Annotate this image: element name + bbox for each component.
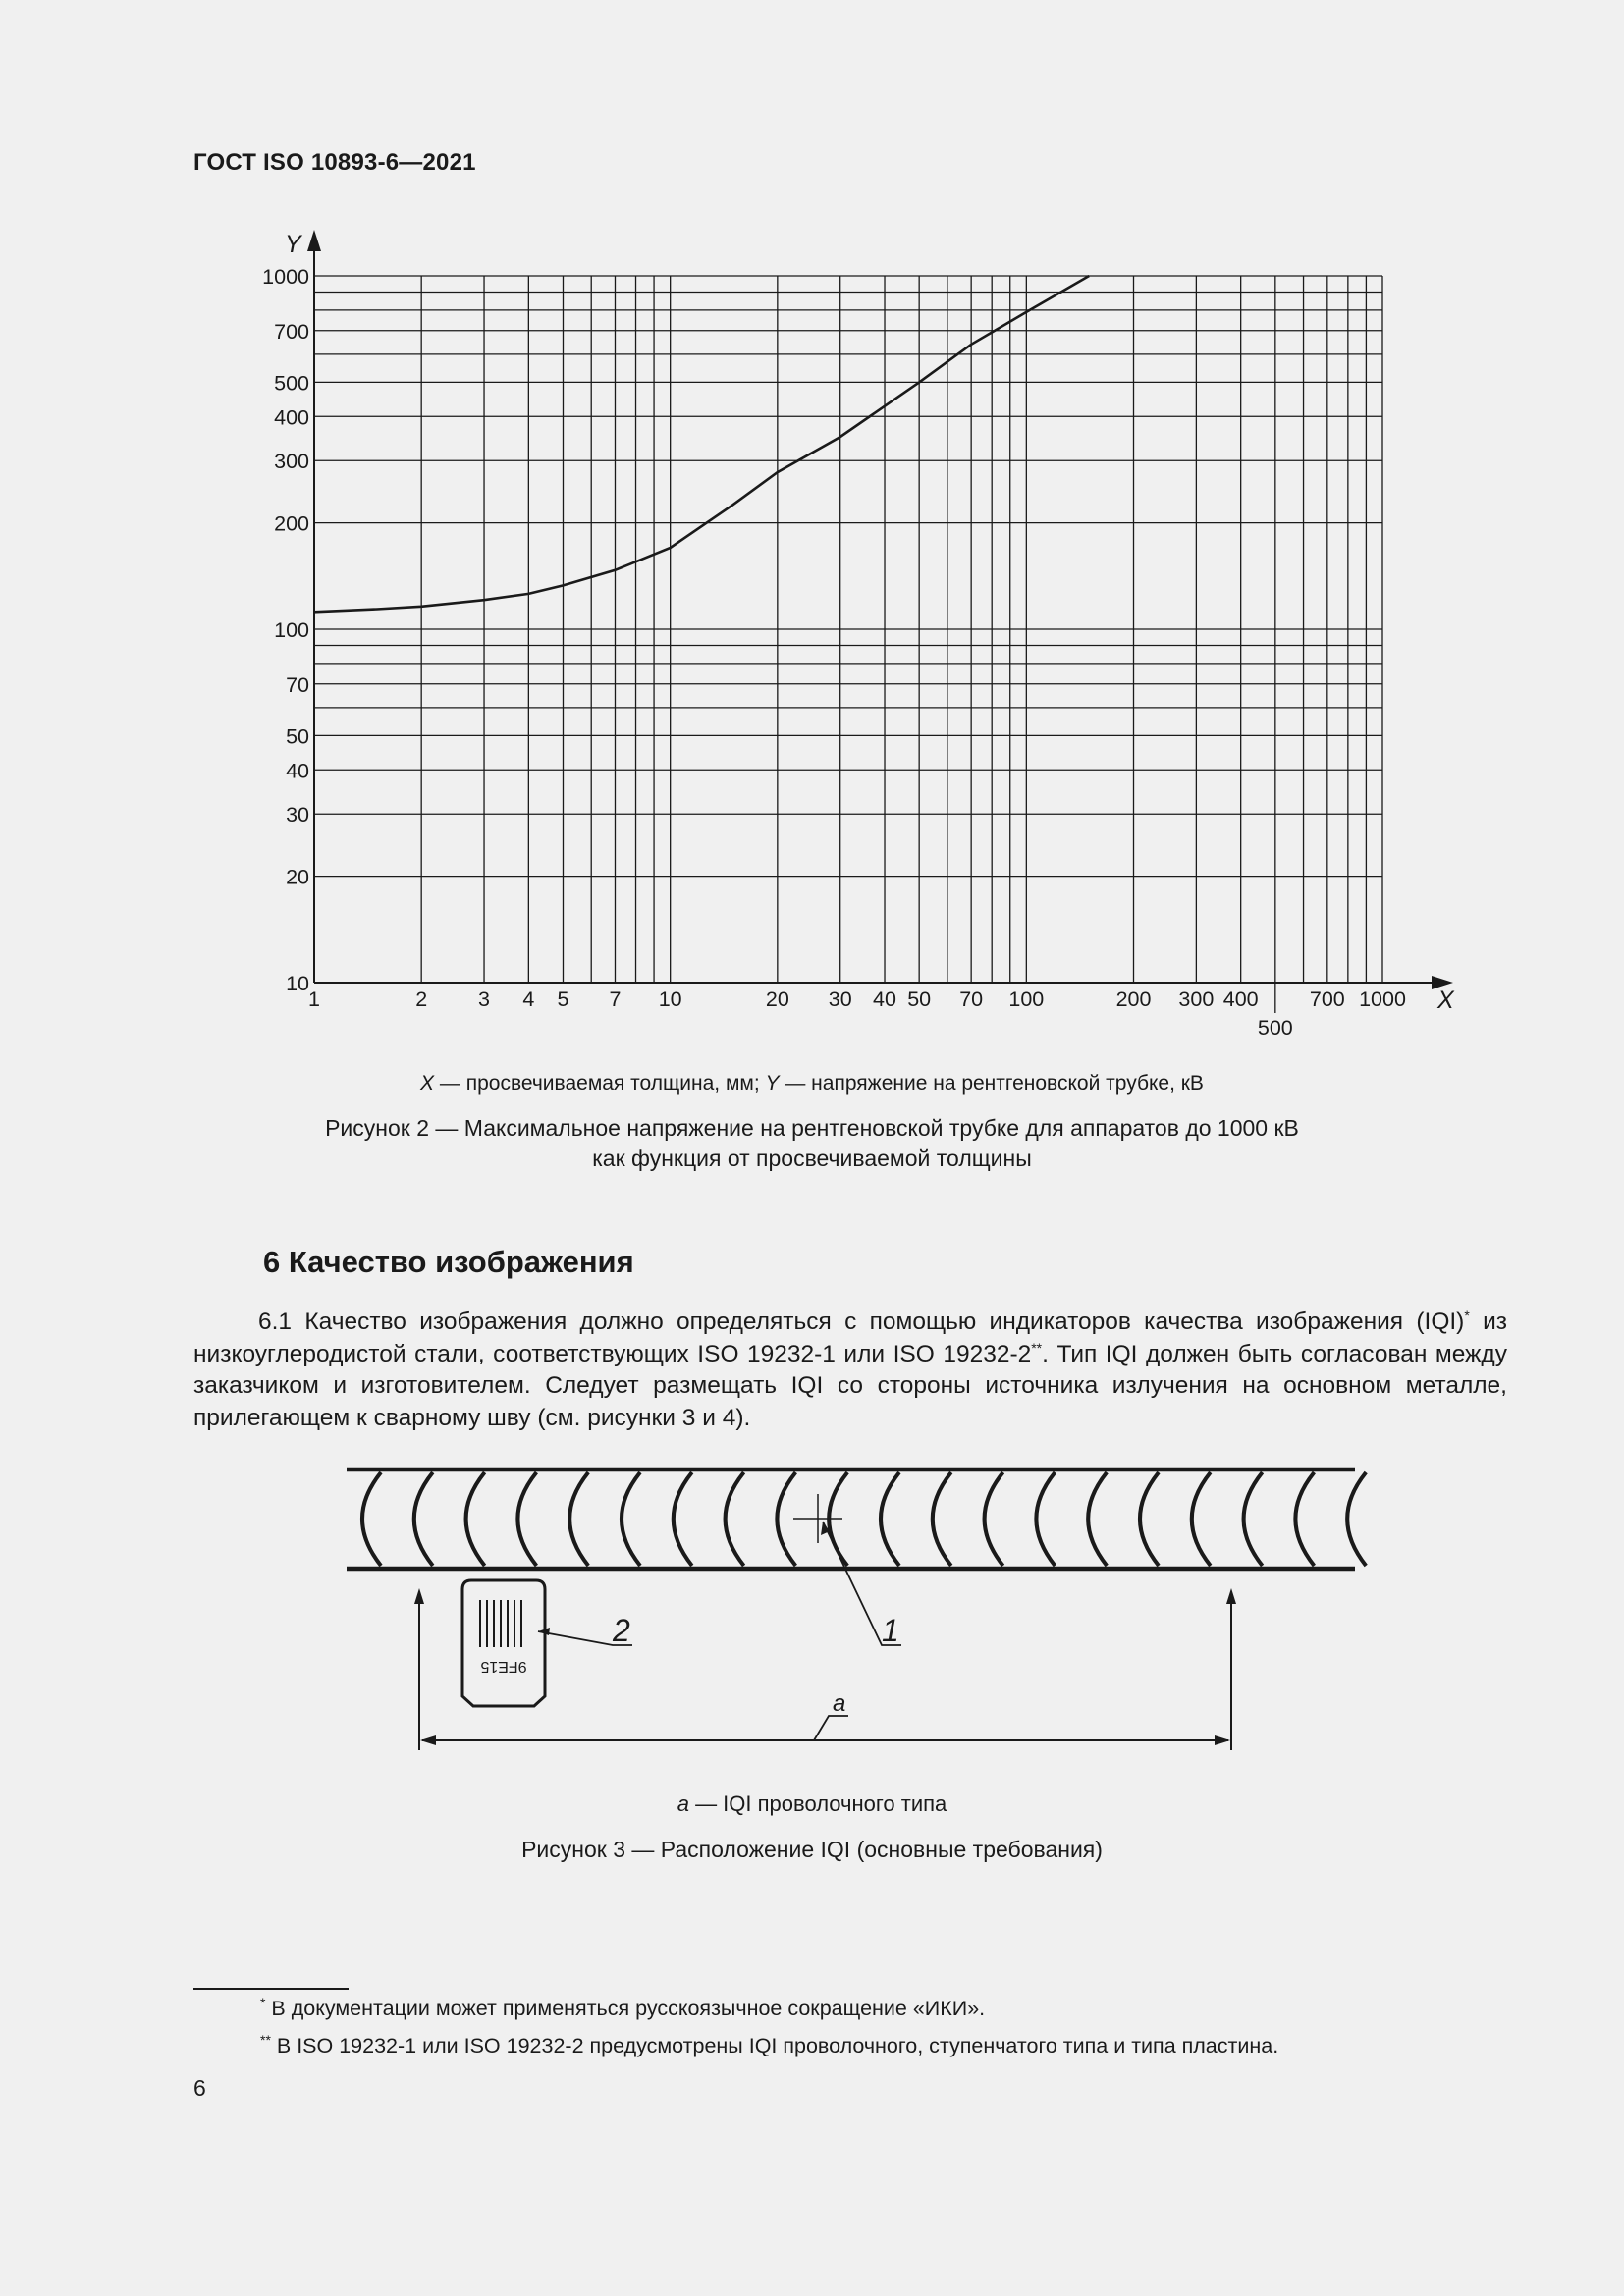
x-tick-label: 400 bbox=[1222, 988, 1259, 1011]
weld-ripple bbox=[933, 1472, 951, 1566]
x-tick-label: 10 bbox=[658, 988, 682, 1011]
y-tick-label: 1000 bbox=[262, 265, 309, 289]
dimension-arrow-left bbox=[420, 1735, 436, 1745]
chart-grid bbox=[314, 276, 1382, 983]
legend-x-symbol: X bbox=[420, 1072, 435, 1095]
weld-ripple bbox=[1347, 1472, 1366, 1566]
right-edge-arrowhead bbox=[1226, 1588, 1236, 1604]
figure2-caption-line1: Рисунок 2 — Максимальное напряжение на рентгеновской трубке для аппаратов до 1000 кВ bbox=[325, 1115, 1299, 1141]
paragraph-part1: 6.1 Качество изображения должно определяться с помощью индикаторов качества изображения (IQI) bbox=[258, 1308, 1465, 1335]
x-tick-label: 500 bbox=[1257, 1016, 1293, 1040]
footnote-separator bbox=[193, 1988, 349, 1990]
weld-ripple bbox=[1295, 1472, 1314, 1566]
y-tick-label: 40 bbox=[286, 759, 309, 783]
y-tick-label: 400 bbox=[274, 405, 309, 430]
x-tick-labels bbox=[308, 983, 1406, 1040]
footnote-ref-2: ** bbox=[1031, 1339, 1043, 1356]
weld-ripple bbox=[674, 1472, 692, 1566]
y-tick-labels bbox=[262, 265, 309, 995]
x-tick-label: 200 bbox=[1115, 988, 1152, 1011]
x-tick-label: 3 bbox=[478, 988, 491, 1011]
series-line bbox=[314, 276, 1089, 612]
weld-ripple bbox=[881, 1472, 899, 1566]
x-axis-label: X bbox=[1437, 987, 1454, 1014]
paragraph-part3: . Тип IQI должен быть согласован между заказчиком и изготовителем. Следует размещать IQI со стороны источника излучения на основном металле, прилегающем к сварному шву (см. рисунки 3 и 4). bbox=[193, 1340, 1507, 1431]
legend-y-symbol: Y bbox=[765, 1072, 780, 1095]
dimension-arrow-right bbox=[1215, 1735, 1230, 1745]
figure2-legend bbox=[0, 1072, 1624, 1095]
figure3-caption: Рисунок 3 — Расположение IQI (основные требования) bbox=[521, 1837, 1103, 1862]
iqi-outline bbox=[462, 1580, 545, 1706]
iqi-marking: 9FE15 bbox=[480, 1658, 527, 1675]
y-tick-label: 70 bbox=[286, 672, 309, 697]
y-tick-label: 700 bbox=[274, 319, 309, 344]
x-tick-label: 2 bbox=[415, 988, 428, 1011]
paragraph-part2: из низкоуглеродистой стали, соответствующих ISO 19232-1 или ISO 19232-2 bbox=[193, 1308, 1507, 1367]
voltage-thickness-chart bbox=[0, 0, 1624, 1060]
x-tick-label: 1000 bbox=[1359, 988, 1406, 1011]
callout-label-a: a bbox=[833, 1690, 846, 1717]
y-tick-label: 20 bbox=[286, 865, 309, 889]
section-title: 6 Качество изображения bbox=[263, 1245, 634, 1279]
document-header: ГОСТ ISO 10893-6—2021 bbox=[193, 149, 476, 176]
x-tick-label: 40 bbox=[873, 988, 896, 1011]
x-tick-label: 50 bbox=[907, 988, 932, 1011]
left-edge-arrowhead bbox=[414, 1588, 424, 1604]
weld-ripple bbox=[466, 1472, 485, 1566]
weld-ripple bbox=[414, 1472, 433, 1566]
figure3-legend bbox=[0, 1791, 1624, 1817]
footnote-2-mark: ** bbox=[260, 2031, 271, 2048]
y-tick-label: 30 bbox=[286, 803, 309, 828]
footnote-2 bbox=[193, 2031, 1576, 2058]
page-number: 6 bbox=[193, 2075, 206, 2101]
footnote-2-text: В ISO 19232-1 или ISO 19232-2 предусмотрены IQI проволочного, ступенчатого типа и типа пластина. bbox=[270, 2034, 1279, 2057]
footnote-1-text: В документации может применяться русскоязычное сокращение «ИКИ». bbox=[265, 1997, 986, 2020]
leader-line-a bbox=[814, 1716, 848, 1740]
weld-ripple bbox=[569, 1472, 588, 1566]
x-tick-label: 5 bbox=[557, 988, 569, 1011]
weld-ripple bbox=[777, 1472, 795, 1566]
weld-ripple bbox=[726, 1472, 744, 1566]
legend-y-text: — напряжение на рентгеновской трубке, кВ bbox=[779, 1072, 1204, 1095]
y-axis-label: Y bbox=[285, 231, 301, 258]
figure2-caption bbox=[0, 1113, 1624, 1174]
y-axis-arrowhead bbox=[307, 230, 321, 251]
x-tick-label: 7 bbox=[609, 988, 622, 1011]
x-tick-label: 1 bbox=[308, 988, 320, 1011]
weld-ripple bbox=[1244, 1472, 1263, 1566]
x-tick-label: 100 bbox=[1008, 988, 1045, 1011]
weld-ripple bbox=[517, 1472, 536, 1566]
weld-ripple bbox=[1192, 1472, 1211, 1566]
legend-x-text: — просвечиваемая толщина, мм; bbox=[434, 1072, 766, 1095]
y-tick-label: 500 bbox=[274, 371, 309, 396]
x-tick-label: 4 bbox=[522, 988, 535, 1011]
legend-a-text: — IQI проволочного типа bbox=[688, 1791, 947, 1816]
chart-axes bbox=[285, 230, 1455, 1014]
figure2-caption-line2: как функция от просвечиваемой толщины bbox=[592, 1146, 1032, 1171]
footnote-ref-1: * bbox=[1464, 1307, 1470, 1323]
iqi-wires bbox=[480, 1600, 521, 1647]
weld-ripple bbox=[362, 1472, 381, 1566]
weld-ripple bbox=[1036, 1472, 1055, 1566]
callout-label-1: 1 bbox=[882, 1613, 899, 1648]
y-tick-label: 100 bbox=[274, 618, 309, 642]
x-tick-label: 30 bbox=[828, 988, 852, 1011]
y-tick-label: 10 bbox=[286, 972, 309, 995]
x-tick-label: 20 bbox=[765, 988, 789, 1011]
weld-ripple bbox=[622, 1472, 640, 1566]
weld-ripple bbox=[985, 1472, 1003, 1566]
weld-ripple bbox=[1140, 1472, 1159, 1566]
x-tick-label: 70 bbox=[959, 988, 984, 1011]
weld-ripple bbox=[1088, 1472, 1107, 1566]
legend-a-symbol: a bbox=[677, 1791, 689, 1816]
section-paragraph bbox=[193, 1307, 1507, 1434]
y-tick-label: 200 bbox=[274, 511, 309, 536]
footnote-1-mark: * bbox=[260, 1994, 266, 2010]
y-tick-label: 300 bbox=[274, 450, 309, 474]
x-tick-label: 700 bbox=[1309, 988, 1345, 1011]
weld-ripples bbox=[362, 1472, 1366, 1566]
y-tick-label: 50 bbox=[286, 724, 309, 749]
callout-label-2: 2 bbox=[613, 1613, 630, 1648]
iqi-placement-diagram bbox=[0, 1453, 1624, 1777]
footnote-1 bbox=[193, 1994, 1576, 2021]
x-tick-label: 300 bbox=[1178, 988, 1215, 1011]
